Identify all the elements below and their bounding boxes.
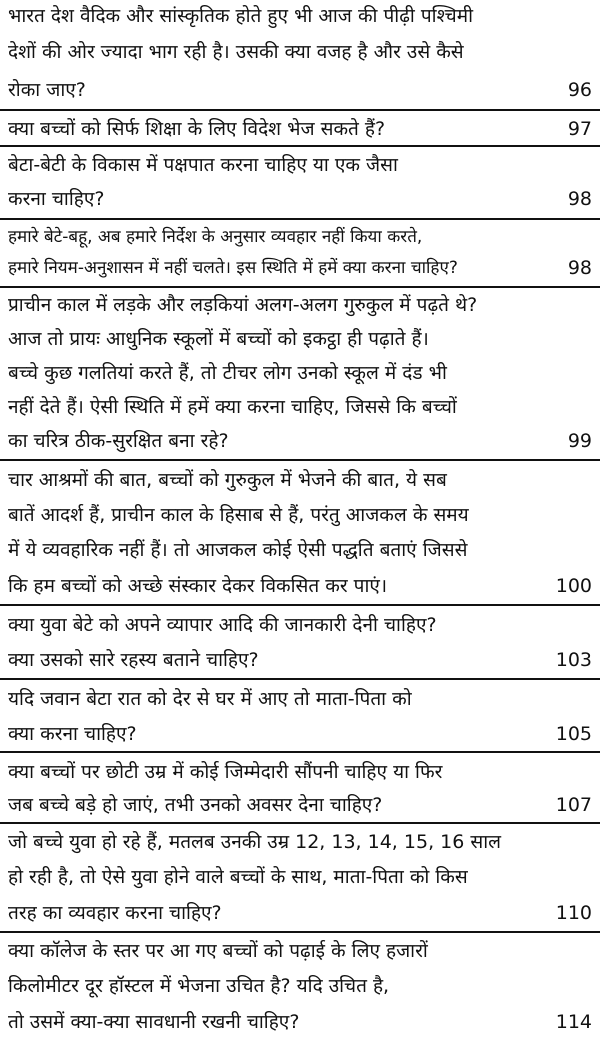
toc-entry-line: प्राचीन काल में लड़के और लड़कियां अलग-अलग गुरुकुल में पढ़ते थे? (8, 294, 478, 316)
toc-entry (0, 608, 600, 680)
toc-entry-line: में ये व्यवहारिक नहीं हैं। तो आजकल कोई ऐसी पद्धति बताएं जिससे (8, 539, 468, 561)
toc-entry-line: रोका जाए? (8, 79, 86, 101)
toc-page-number: 105 (555, 723, 592, 745)
toc-entry-line: किलोमीटर दूर हॉस्टल में भेजना उचित है? यदि उचित है, (8, 975, 390, 997)
toc-entry-line: देशों की ओर ज्यादा भाग रही है। उसकी क्या वजह है और उसे कैसे (8, 41, 464, 63)
toc-page-number: 98 (567, 188, 592, 210)
toc-page-number: 107 (555, 794, 592, 816)
toc-entry (0, 113, 600, 147)
toc-entry-line: तरह का व्यवहार करना चाहिए? (8, 902, 222, 924)
toc-entry-line: क्या उसको सारे रहस्य बताने चाहिए? (8, 649, 259, 671)
toc-entry-line: क्या बच्चों पर छोटी उम्र में कोई जिम्मेदारी सौंपनी चाहिए या फिर (8, 761, 443, 783)
toc-entry (0, 755, 600, 824)
toc-entry-line: करना चाहिए? (8, 188, 105, 210)
toc-entry-line: जब बच्चे बड़े हो जाएं, तभी उनको अवसर देना चाहिए? (8, 794, 383, 816)
toc-entry-line: तो उसमें क्या-क्या सावधानी रखनी चाहिए? (8, 1011, 300, 1033)
toc-entry-line: जो बच्चे युवा हो रहे हैं, मतलब उनकी उम्र 12, 13, 14, 15, 16 साल (8, 831, 502, 853)
toc-entry (0, 149, 600, 220)
toc-entry-line: आज तो प्रायः आधुनिक स्कूलों में बच्चों को इकट्ठा ही पढ़ाते हैं। (8, 328, 429, 350)
toc-entry-line: हमारे नियम-अनुशासन में नहीं चलते। इस स्थिति में हमें क्या करना चाहिए? (8, 258, 458, 278)
toc-entry-line: भारत देश वैदिक और सांस्कृतिक होते हुए भी आज की पीढ़ी पश्चिमी (8, 5, 473, 27)
toc-page-number: 110 (555, 902, 592, 924)
toc-entry (0, 826, 600, 933)
toc-entry (0, 222, 600, 288)
toc-page-number: 98 (567, 257, 592, 279)
toc-entry (0, 935, 600, 1042)
toc-page-number: 103 (555, 649, 592, 671)
toc-entry-line: बेटा-बेटी के विकास में पक्षपात करना चाहिए या एक जैसा (8, 154, 398, 176)
toc-entry-line: कि हम बच्चों को अच्छे संस्कार देकर विकसित कर पाएं। (8, 575, 388, 597)
toc-entry-line: बच्चे कुछ गलतियां करते हैं, तो टीचर लोग उनको स्कूल में दंड भी (8, 362, 447, 384)
toc-entry (0, 290, 600, 461)
toc-entry-line: यदि जवान बेटा रात को देर से घर में आए तो माता-पिता को (8, 688, 412, 710)
toc-page-number: 96 (567, 79, 592, 101)
toc-page-number: 97 (567, 118, 592, 140)
toc-entry (0, 463, 600, 606)
toc-page-number: 114 (555, 1011, 592, 1033)
toc-entry-line: का चरित्र ठीक-सुरक्षित बना रहे? (8, 430, 229, 452)
toc-entry-line: क्या युवा बेटे को अपने व्यापार आदि की जानकारी देनी चाहिए? (8, 614, 437, 636)
toc-entry-line: हमारे बेटे-बहू, अब हमारे निर्देश के अनुसार व्यवहार नहीं किया करते, (8, 227, 423, 247)
toc-entry-line: क्या कॉलेज के स्तर पर आ गए बच्चों को पढ़ाई के लिए हजारों (8, 940, 428, 962)
toc-entry-line: हो रही है, तो ऐसे युवा होने वाले बच्चों के साथ, माता-पिता को किस (8, 866, 468, 888)
toc-entry (0, 682, 600, 753)
toc-page-number: 99 (567, 430, 592, 452)
toc-page-number: 100 (555, 575, 592, 597)
toc-entry-line: नहीं देते हैं। ऐसी स्थिति में हमें क्या करना चाहिए, जिससे कि बच्चों (8, 396, 457, 418)
toc-entry-line: बातें आदर्श हैं, प्राचीन काल के हिसाब से हैं, परंतु आजकल के समय (8, 504, 469, 526)
toc-entry (0, 0, 600, 111)
toc-entry-line: चार आश्रमों की बात, बच्चों को गुरुकुल में भेजने की बात, ये सब (8, 469, 447, 491)
toc-entry-line: क्या करना चाहिए? (8, 723, 137, 745)
toc-entry-line: क्या बच्चों को सिर्फ शिक्षा के लिए विदेश भेज सकते हैं? (8, 118, 386, 140)
